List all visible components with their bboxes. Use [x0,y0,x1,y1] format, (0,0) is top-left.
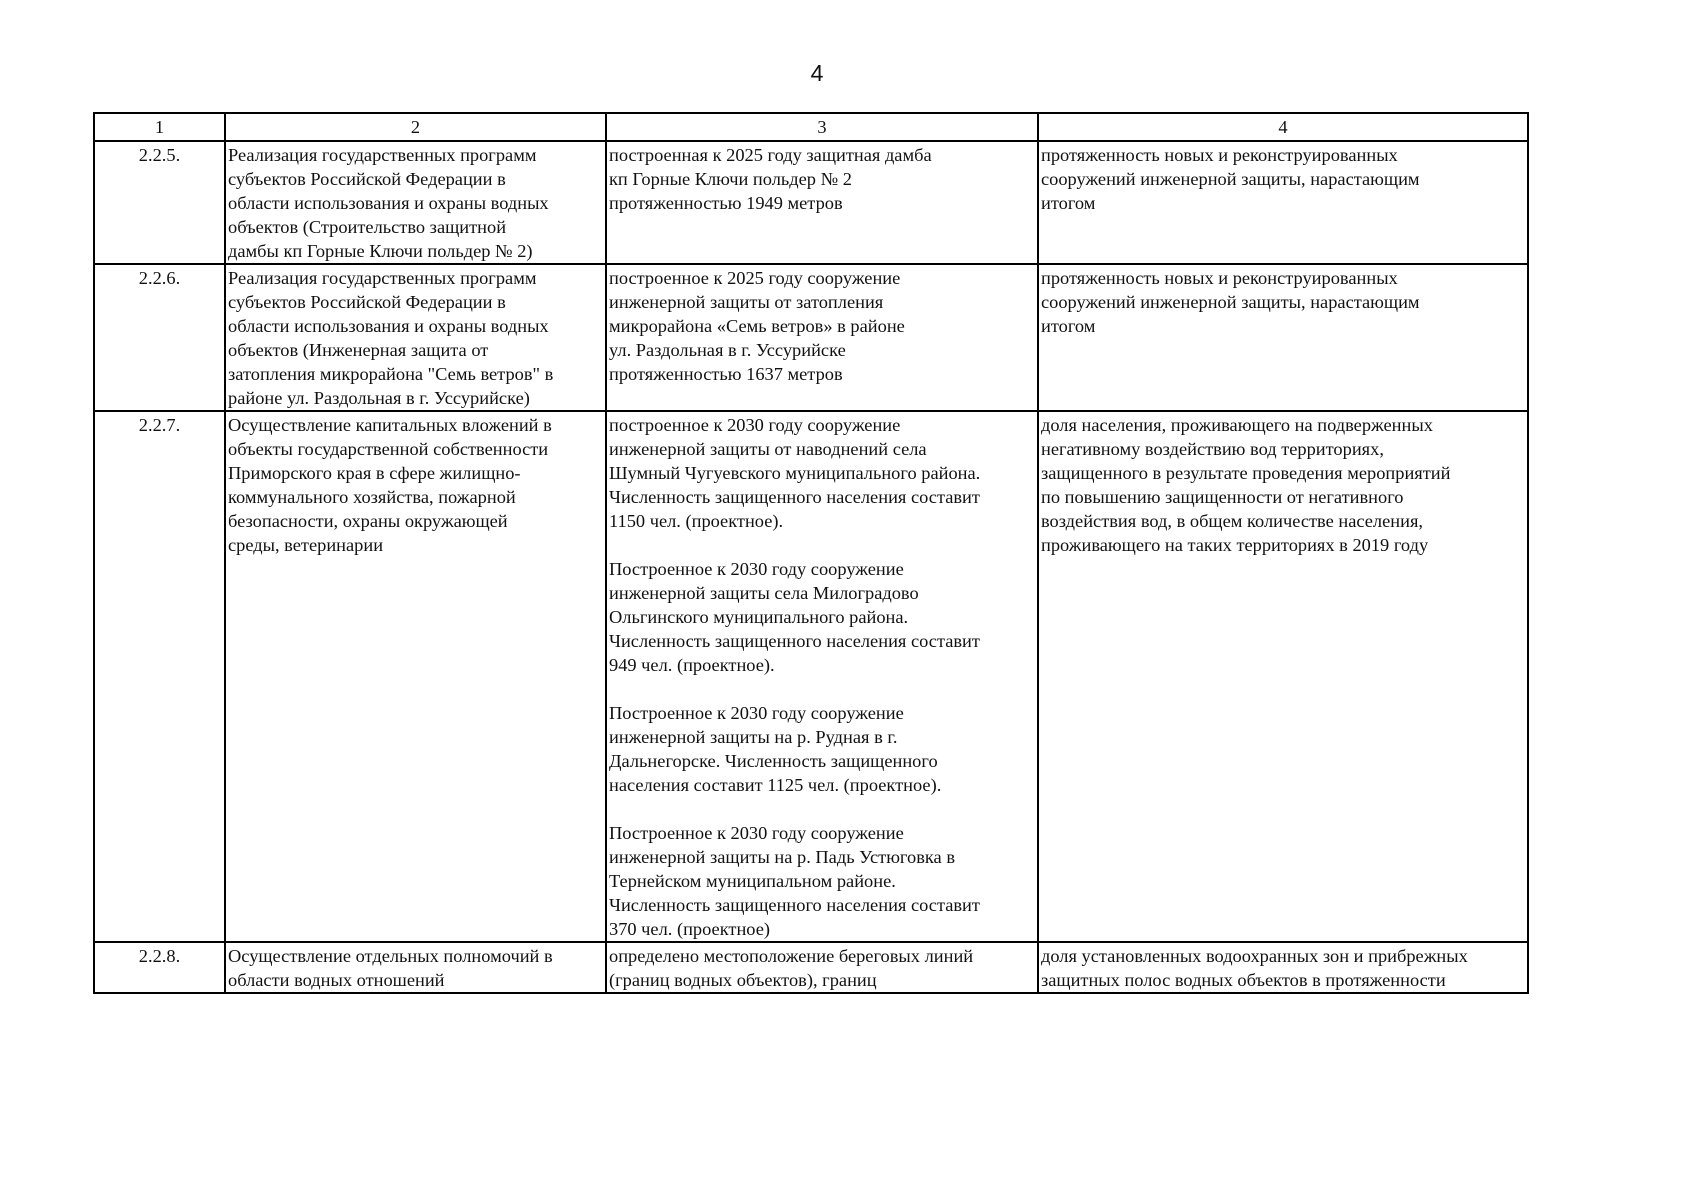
result-paragraph: Построенное к 2030 году сооружение инженерной защиты на р. Рудная в г. Дальнегорске. Численность защищенного населения составит 1125 чел. (проектное). [609,703,942,795]
column-header-2: 2 [225,113,606,141]
row-number: 2.2.5. [94,141,225,264]
table-row-2-2-5 [94,141,1528,264]
row-number: 2.2.7. [94,411,225,942]
indicator-text: доля установленных водоохранных зон и прибрежных защитных полос водных объектов в протяженности [1038,942,1528,993]
expected-results [606,264,1038,411]
event-name: Реализация государственных программ субъектов Российской Федерации в области использования и охраны водных объектов (Строительство защитной дамбы кп Горные Ключи польдер № 2) [225,141,606,264]
result-paragraph: определено местоположение береговых линий (границ водных объектов), границ [609,946,974,990]
result-paragraph: построенное к 2030 году сооружение инженерной защиты от наводнений села Шумный Чугуевского муниципального района. Численность защищенного населения составит 1150 чел. (проектное). [609,415,981,531]
column-header-1: 1 [94,113,225,141]
expected-results [606,141,1038,264]
column-header-3: 3 [606,113,1038,141]
page-number: 4 [810,60,824,86]
event-name: Реализация государственных программ субъектов Российской Федерации в области использования и охраны водных объектов (Инженерная защита от затопления микрорайона "Семь ветров" в районе ул. Раздольная в г. Уссурийске) [225,264,606,411]
indicator-text: протяженность новых и реконструированных сооружений инженерной защиты, нарастающим итогом [1038,264,1528,411]
measures-table [93,112,1529,994]
row-number: 2.2.6. [94,264,225,411]
column-header-4: 4 [1038,113,1528,141]
result-paragraph: Построенное к 2030 году сооружение инженерной защиты села Милоградово Ольгинского муниципального района. Численность защищенного населения составит 949 чел. (проектное). [609,559,980,675]
result-paragraph: построенное к 2025 году сооружение инженерной защиты от затопления микрорайона «Семь ветров» в районе ул. Раздольная в г. Уссурийске протяженностью 1637 метров [609,268,905,384]
row-number: 2.2.8. [94,942,225,993]
indicator-text: доля населения, проживающего на подверженных негативному воздействию вод территориях, защищенного в результате проведения мероприятий по повышению защищенности от негативного воздействия вод, в общем количестве населения, проживающего на таких территориях в 2019 году [1038,411,1528,942]
result-paragraph: построенная к 2025 году защитная дамба кп Горные Ключи польдер № 2 протяженностью 1949 метров [609,145,932,213]
event-name: Осуществление капитальных вложений в объекты государственной собственности Приморского края в сфере жилищно- коммунального хозяйства, пожарной безопасности, охраны окружающей среды, ветеринарии [225,411,606,942]
result-paragraph: Построенное к 2030 году сооружение инженерной защиты на р. Падь Устюговка в Тернейском муниципальном районе. Численность защищенного населения составит 370 чел. (проектное) [609,823,980,939]
indicator-text: протяженность новых и реконструированных сооружений инженерной защиты, нарастающим итогом [1038,141,1528,264]
table-row-2-2-7 [94,411,1528,942]
event-name: Осуществление отдельных полномочий в области водных отношений [225,942,606,993]
expected-results [606,942,1038,993]
table-row-2-2-8 [94,942,1528,993]
header-row [94,113,1528,141]
table-row-2-2-6 [94,264,1528,411]
expected-results [606,411,1038,942]
